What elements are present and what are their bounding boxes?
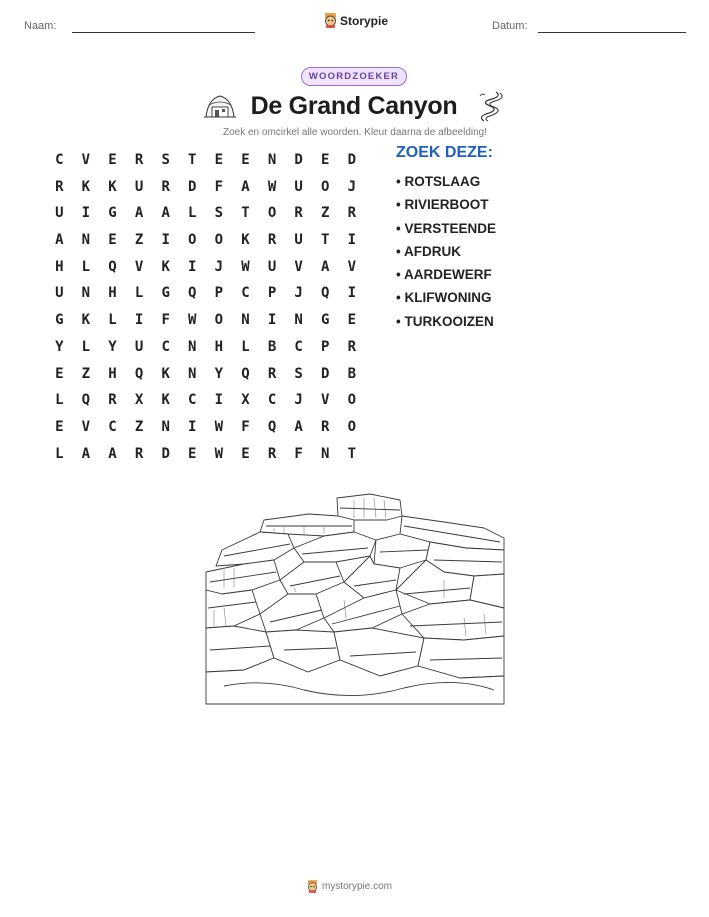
grid-letter[interactable]: Q <box>81 392 91 409</box>
grid-letter[interactable]: P <box>321 338 330 355</box>
grid-letter[interactable]: N <box>161 418 170 435</box>
grid-letter[interactable]: E <box>214 152 224 168</box>
grid-letter[interactable]: R <box>267 365 277 382</box>
grid-letter[interactable]: N <box>241 312 250 329</box>
grid-letter[interactable]: I <box>134 312 144 329</box>
grid-letter[interactable]: R <box>134 445 144 462</box>
grid-letter[interactable]: E <box>347 312 357 329</box>
grid-letter[interactable]: Z <box>134 418 144 435</box>
grid-letter[interactable]: D <box>188 178 197 195</box>
grid-letter[interactable]: Y <box>108 338 117 355</box>
date-line[interactable] <box>538 32 686 33</box>
grid-letter[interactable]: N <box>81 285 91 302</box>
grid-letter[interactable]: H <box>108 285 117 302</box>
grid-letter[interactable]: L <box>81 338 91 355</box>
grid-letter[interactable]: Z <box>321 205 330 222</box>
worksheet-type-badge: WOORDZOEKER <box>301 67 407 86</box>
grid-letter[interactable]: N <box>81 232 91 249</box>
grid-letter[interactable]: E <box>241 152 250 168</box>
word-list-item: • KLIFWONING <box>396 290 492 306</box>
grid-letter[interactable]: A <box>161 205 170 222</box>
grid-letter[interactable]: U <box>294 178 303 195</box>
grid-letter[interactable]: O <box>188 232 197 249</box>
grid-letter[interactable]: L <box>108 312 117 329</box>
grid-letter[interactable]: L <box>134 285 144 302</box>
grid-letter[interactable]: R <box>55 178 64 195</box>
grid-letter[interactable]: C <box>161 338 170 355</box>
grid-letter[interactable]: U <box>55 285 64 302</box>
grid-letter[interactable]: N <box>294 312 303 329</box>
grid-letter[interactable]: T <box>321 232 330 249</box>
grid-letter[interactable]: Q <box>241 365 250 382</box>
grid-letter[interactable]: G <box>108 205 117 222</box>
grid-letter[interactable]: V <box>81 152 91 168</box>
grid-letter[interactable]: A <box>108 445 117 462</box>
cliff-dwelling-icon <box>204 93 236 119</box>
grid-letter[interactable]: L <box>81 258 91 275</box>
grid-letter[interactable]: V <box>81 418 91 435</box>
grid-letter[interactable]: R <box>267 232 277 249</box>
grid-letter[interactable]: V <box>321 392 330 409</box>
grid-letter[interactable]: O <box>321 178 330 195</box>
grid-letter[interactable]: E <box>108 152 117 168</box>
grid-letter[interactable]: G <box>55 312 64 329</box>
grid-letter[interactable]: Y <box>55 338 64 355</box>
grid-letter[interactable]: H <box>214 338 224 355</box>
grid-letter[interactable]: Y <box>214 365 224 382</box>
grid-letter[interactable]: C <box>267 392 277 409</box>
grid-letter[interactable]: U <box>294 232 303 249</box>
grid-letter[interactable]: I <box>267 312 277 329</box>
grand-canyon-coloring-illustration[interactable] <box>204 490 506 712</box>
grid-letter[interactable]: S <box>161 152 170 168</box>
grid-letter[interactable]: I <box>347 232 357 249</box>
grid-letter[interactable]: J <box>214 258 224 275</box>
grid-letter[interactable]: U <box>134 338 144 355</box>
grid-letter[interactable]: R <box>347 205 357 222</box>
grid-letter[interactable]: K <box>161 392 170 409</box>
grid-letter[interactable]: P <box>267 285 277 302</box>
grid-letter[interactable]: G <box>321 312 330 329</box>
grid-letter[interactable]: F <box>241 418 250 435</box>
grid-letter[interactable]: W <box>241 258 250 275</box>
word-list-item: • AFDRUK <box>396 243 461 259</box>
grid-letter[interactable]: F <box>294 445 303 462</box>
grid-letter[interactable]: F <box>214 178 224 195</box>
word-list <box>396 170 496 333</box>
grid-letter[interactable]: B <box>347 365 357 382</box>
storypie-mascot-icon <box>324 13 337 28</box>
word-search-grid[interactable] <box>46 147 365 467</box>
grid-letter[interactable]: C <box>188 392 197 409</box>
grid-letter[interactable]: R <box>134 152 144 168</box>
grid-letter[interactable]: E <box>321 152 330 168</box>
grid-letter[interactable]: E <box>55 418 64 435</box>
grid-letter[interactable]: B <box>267 338 277 355</box>
grid-letter[interactable]: W <box>267 178 277 195</box>
grid-letter[interactable]: N <box>321 445 330 462</box>
grid-letter[interactable]: Z <box>81 365 91 382</box>
winding-river-icon <box>474 90 504 122</box>
grid-letter[interactable]: E <box>241 445 250 462</box>
grid-letter[interactable]: P <box>214 285 224 302</box>
date-label: Datum: <box>492 20 528 32</box>
grid-letter[interactable]: A <box>294 418 303 435</box>
grid-letter[interactable]: E <box>108 232 117 249</box>
grid-letter[interactable]: O <box>267 205 277 222</box>
grid-letter[interactable]: R <box>347 338 357 355</box>
word-list-item: • ROTSLAAG <box>396 174 481 189</box>
grid-letter[interactable]: R <box>108 392 117 409</box>
grid-letter[interactable]: T <box>347 445 357 462</box>
word-list-title: ZOEK DEZE: <box>396 144 493 161</box>
grid-letter[interactable]: O <box>214 312 224 329</box>
grid-letter[interactable]: Q <box>267 418 277 435</box>
grid-letter[interactable]: A <box>81 445 91 462</box>
grid-letter[interactable]: D <box>321 365 330 382</box>
grid-letter[interactable]: L <box>188 205 197 222</box>
word-list-item: • VERSTEENDE <box>396 220 496 236</box>
grid-letter[interactable]: C <box>241 285 250 302</box>
grid-letter[interactable]: V <box>347 258 357 275</box>
grid-letter[interactable]: O <box>214 232 224 249</box>
grid-letter[interactable]: Q <box>108 258 117 275</box>
grid-letter[interactable]: F <box>161 312 170 329</box>
word-list-item: • AARDEWERF <box>396 267 492 283</box>
grid-letter[interactable]: Q <box>134 365 144 382</box>
grid-letter[interactable]: J <box>294 392 303 409</box>
grid-letter[interactable]: X <box>241 392 250 409</box>
grid-letter[interactable]: C <box>294 338 303 355</box>
grid-letter[interactable]: W <box>188 312 197 329</box>
grid-letter[interactable]: K <box>161 365 170 382</box>
grid-letter[interactable]: U <box>55 205 64 222</box>
grid-letter[interactable]: E <box>188 445 197 462</box>
grid-letter[interactable]: I <box>347 285 357 302</box>
footer <box>307 880 392 893</box>
footer-url[interactable]: mystorypie.com <box>322 881 393 892</box>
grid-letter[interactable]: K <box>81 178 91 195</box>
grid-letter[interactable]: D <box>294 152 303 168</box>
grid-letter[interactable]: L <box>55 392 64 409</box>
grid-letter[interactable]: N <box>188 338 197 355</box>
grid-letter[interactable]: A <box>241 178 250 195</box>
grid-letter[interactable]: T <box>241 205 250 222</box>
grid-letter[interactable]: S <box>294 365 303 382</box>
name-line[interactable] <box>72 32 255 33</box>
grid-letter[interactable]: N <box>188 365 197 382</box>
grid-letter[interactable]: K <box>161 258 170 275</box>
grid-letter[interactable]: A <box>134 205 144 222</box>
grid-letter[interactable]: R <box>267 445 277 462</box>
grid-letter[interactable]: I <box>81 205 91 222</box>
grid-letter[interactable]: R <box>321 418 330 435</box>
page-title: De Grand Canyon <box>250 92 458 120</box>
grid-letter[interactable]: K <box>108 178 117 195</box>
grid-letter[interactable]: Z <box>134 232 144 249</box>
grid-letter[interactable]: A <box>55 232 64 249</box>
grid-letter[interactable]: I <box>188 258 197 275</box>
brand-name: Storypie <box>340 13 389 28</box>
word-list-item: • TURKOOIZEN <box>396 313 494 329</box>
grid-letter[interactable]: J <box>294 285 303 302</box>
brand-logo <box>324 13 388 28</box>
grid-letter[interactable]: C <box>108 418 117 435</box>
grid-letter[interactable]: K <box>81 312 91 329</box>
grid-letter[interactable]: W <box>214 445 224 462</box>
grid-letter[interactable]: G <box>161 285 170 302</box>
grid-letter[interactable]: U <box>134 178 144 195</box>
grid-letter[interactable]: O <box>347 392 357 409</box>
grid-letter[interactable]: V <box>294 258 303 275</box>
grid-letter[interactable]: R <box>294 205 303 222</box>
grid-letter[interactable]: R <box>161 178 170 195</box>
grid-letter[interactable]: H <box>55 258 64 275</box>
grid-letter[interactable]: D <box>347 152 357 168</box>
grid-letter[interactable]: Q <box>321 285 330 302</box>
grid-letter[interactable]: T <box>188 152 197 168</box>
grid-letter[interactable]: L <box>55 445 64 462</box>
grid-letter[interactable]: A <box>321 258 330 275</box>
word-list-item: • RIVIERBOOT <box>396 197 489 213</box>
grid-letter[interactable]: L <box>241 338 250 355</box>
grid-letter[interactable]: D <box>161 445 170 462</box>
grid-letter[interactable]: V <box>134 258 144 275</box>
grid-letter[interactable]: U <box>267 258 277 275</box>
name-label: Naam: <box>24 20 57 32</box>
storypie-mascot-icon <box>307 880 318 893</box>
grid-letter[interactable]: E <box>55 365 64 382</box>
grid-letter[interactable]: H <box>108 365 117 382</box>
grid-letter[interactable]: I <box>188 418 197 435</box>
grid-letter[interactable]: I <box>161 232 170 249</box>
grid-letter[interactable]: X <box>134 392 144 409</box>
instructions: Zoek en omcirkel alle woorden. Kleur daarna de afbeelding! <box>222 127 488 138</box>
grid-letter[interactable]: S <box>214 205 224 222</box>
grid-letter[interactable]: N <box>267 152 277 168</box>
grid-letter[interactable]: Q <box>188 285 197 302</box>
grid-letter[interactable]: C <box>55 152 64 168</box>
grid-letter[interactable]: J <box>347 178 357 195</box>
grid-letter[interactable]: W <box>214 418 224 435</box>
grid-letter[interactable]: I <box>214 392 224 409</box>
grid-letter[interactable]: K <box>241 232 250 249</box>
grid-letter[interactable]: O <box>347 418 357 435</box>
